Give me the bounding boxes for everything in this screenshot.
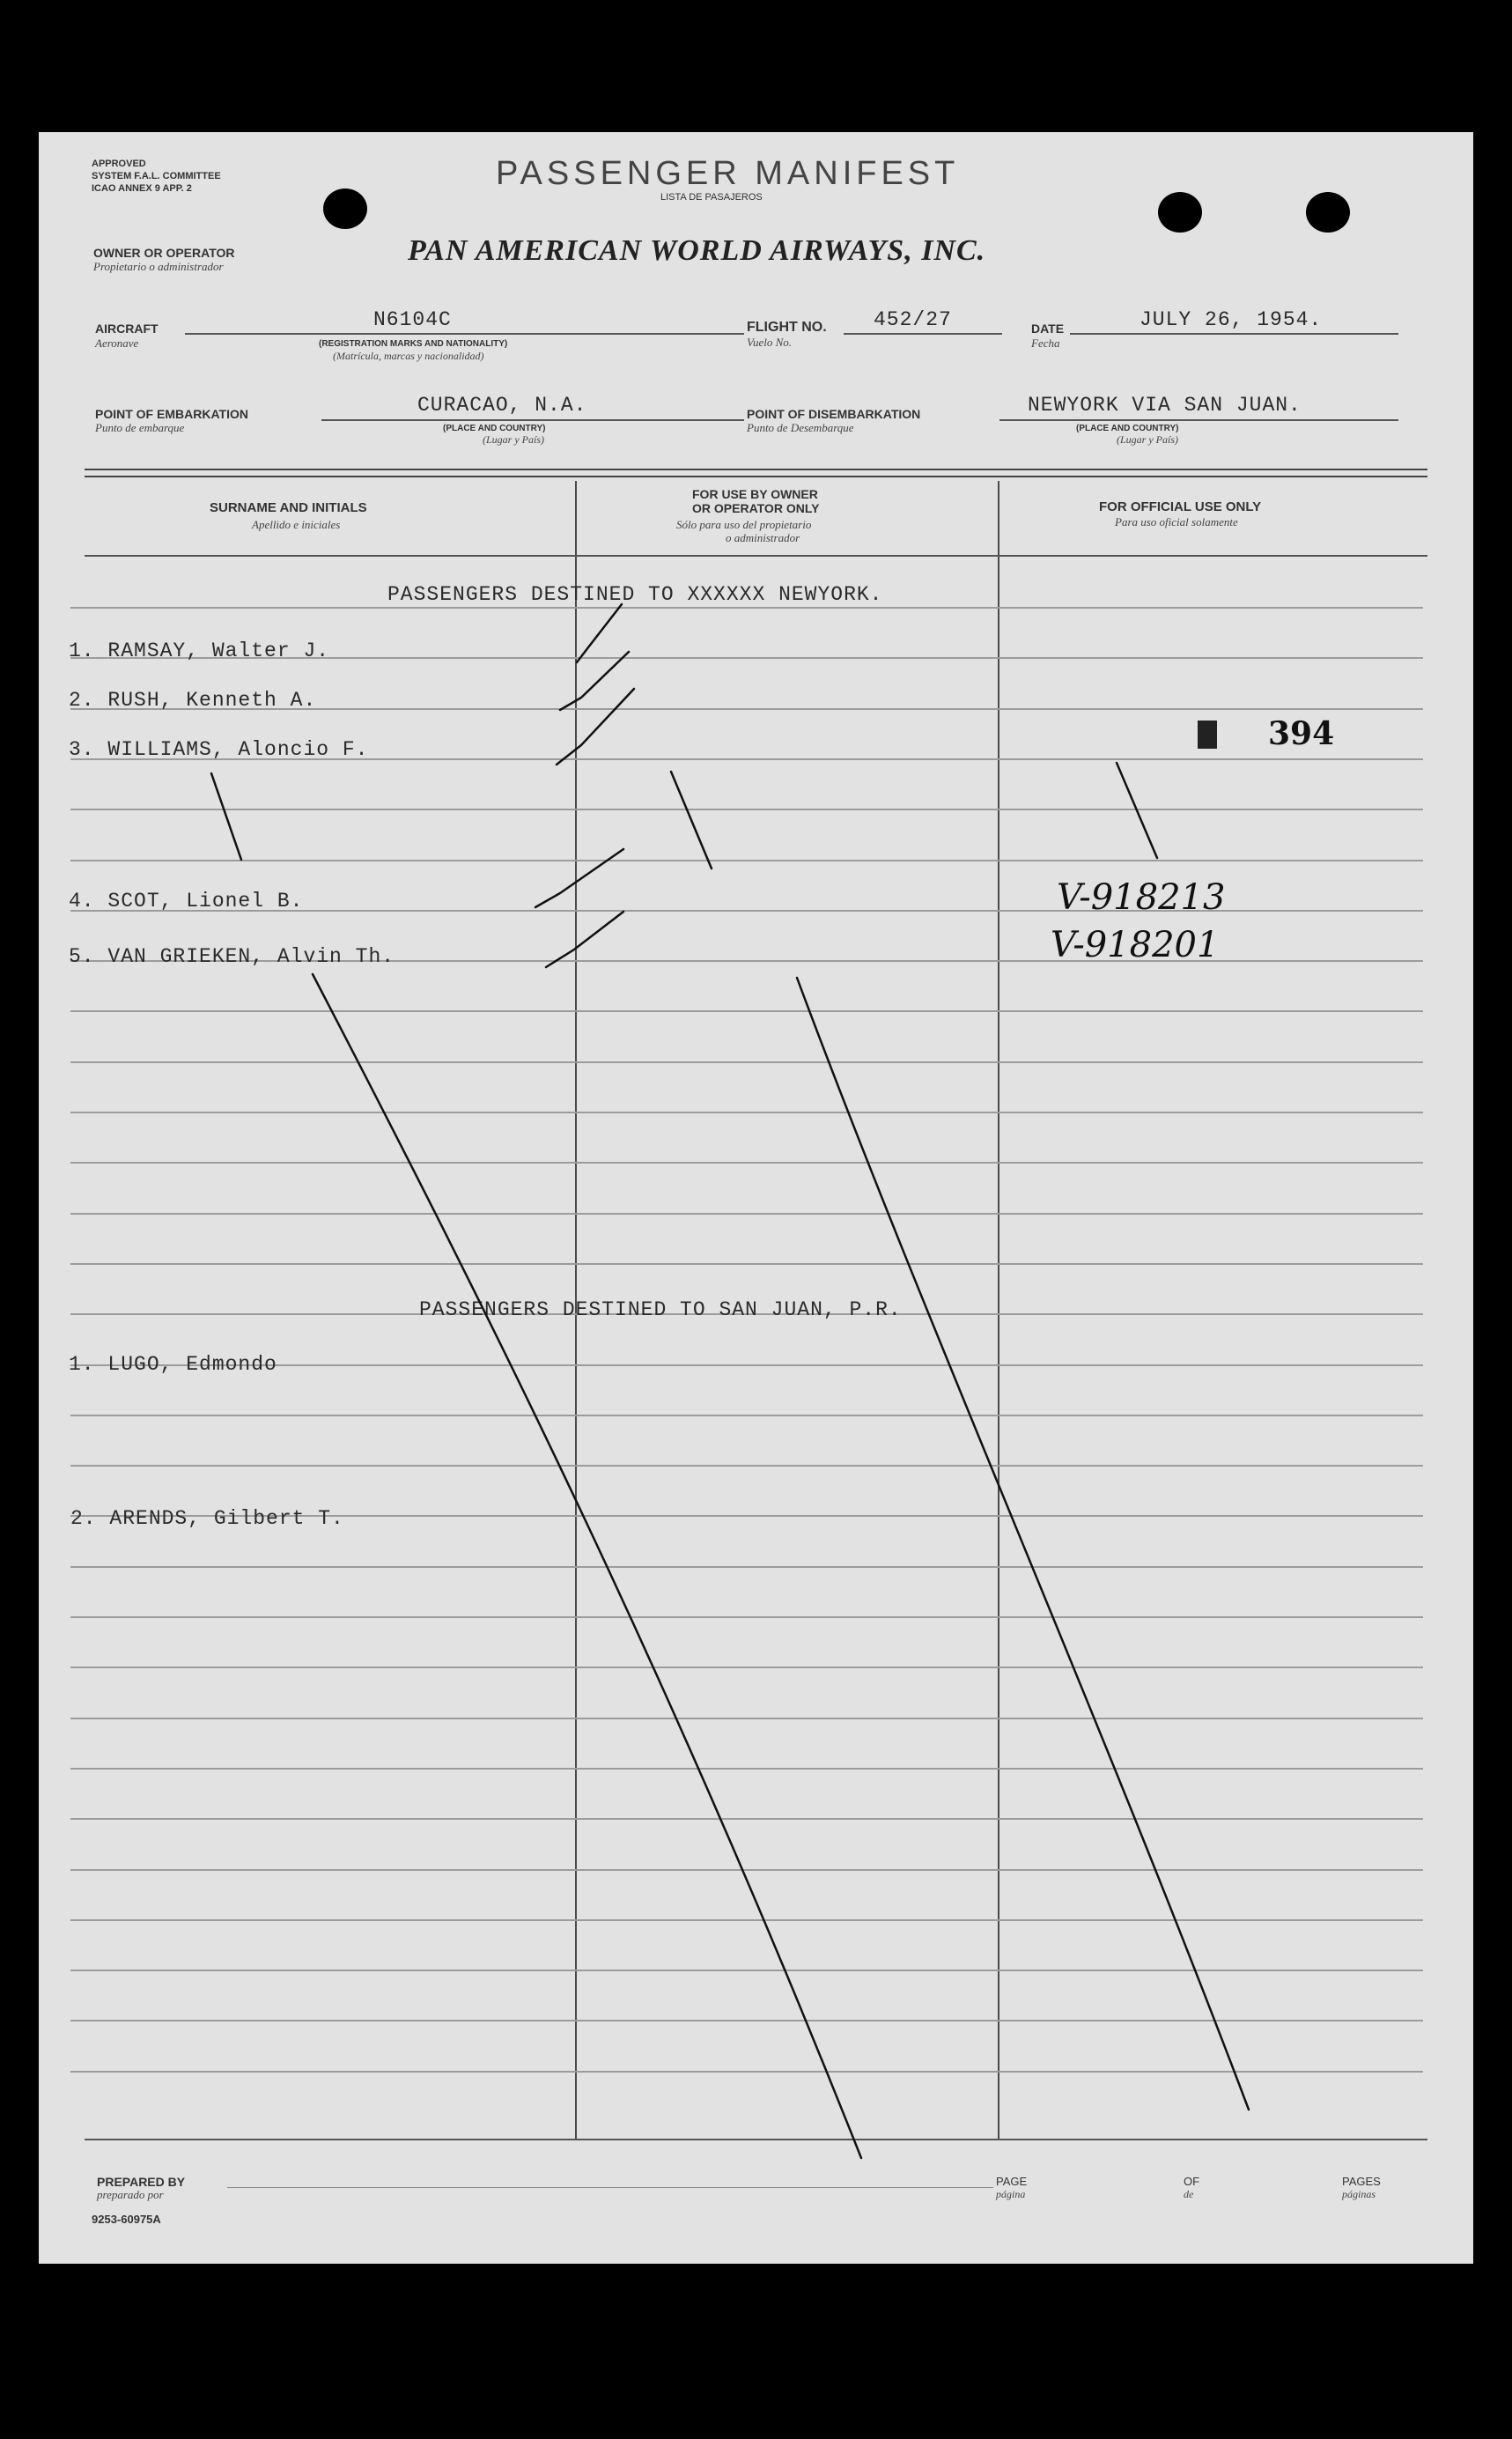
column-header-operator-a: FOR USE BY OWNER <box>692 487 818 501</box>
diagonal-cancel-line <box>313 974 861 2158</box>
checkmark <box>577 604 622 662</box>
embarkation-place-note-es: (Lugar y País) <box>483 433 544 446</box>
passenger-row: 1. RAMSAY, Walter J. <box>69 639 330 662</box>
date-value: JULY 26, 1954. <box>1140 308 1323 331</box>
of-label: OF <box>1184 2175 1200 2188</box>
prepared-by-label-es: preparado por <box>97 2188 164 2201</box>
flight-no-value: 452/27 <box>874 308 952 331</box>
airline-name: PAN AMERICAN WORLD AIRWAYS, INC. <box>408 234 986 267</box>
slash-mark <box>211 773 241 860</box>
registration-note: (REGISTRATION MARKS AND NATIONALITY) <box>319 339 508 349</box>
approval-line-2: SYSTEM F.A.L. COMMITTEE <box>92 171 221 181</box>
passenger-row: 5. VAN GRIEKEN, Alvin Th. <box>69 945 395 968</box>
passenger-row: 2. ARENDS, Gilbert T. <box>70 1507 344 1530</box>
prepared-by-label: PREPARED BY <box>97 2175 186 2189</box>
pages-label-es: páginas <box>1342 2188 1376 2200</box>
visa-number-2: V-918201 <box>1051 925 1220 965</box>
flight-label-es: Vuelo No. <box>747 336 793 349</box>
approval-line-1: APPROVED <box>92 159 146 169</box>
column-header-official-es: Para uso oficial solamente <box>1115 515 1238 528</box>
page-title: PASSENGER MANIFEST <box>496 155 960 192</box>
checkmark <box>560 652 629 710</box>
checkmark <box>535 849 623 907</box>
form-number: 9253-60975A <box>92 2213 161 2226</box>
embarkation-place-note: (PLACE AND COUNTRY) <box>443 424 546 433</box>
prepared-by-underline <box>227 2187 993 2188</box>
checkmark <box>546 912 623 967</box>
page-title-es: LISTA DE PASAJEROS <box>660 192 763 203</box>
disembarkation-value: NEWYORK VIA SAN JUAN. <box>1028 394 1302 417</box>
group-heading-newyork: PASSENGERS DESTINED TO XXXXXX NEWYORK. <box>387 583 883 606</box>
page-label-es: página <box>996 2188 1026 2200</box>
pages-label: PAGES <box>1342 2175 1381 2188</box>
disembarkation-place-note: (PLACE AND COUNTRY) <box>1076 424 1179 433</box>
disembarkation-label-es: Punto de Desembarque <box>747 421 854 434</box>
diagonal-cancel-line <box>797 978 1249 2110</box>
column-header-operator-b: OR OPERATOR ONLY <box>692 501 820 515</box>
embarkation-value: CURACAO, N.A. <box>417 394 587 417</box>
aircraft-value: N6104C <box>373 308 452 331</box>
embarkation-label: POINT OF EMBARKATION <box>95 407 248 421</box>
approval-line-3: ICAO ANNEX 9 APP. 2 <box>92 183 192 194</box>
column-header-operator-es-a: Sólo para uso del propietario <box>676 518 812 531</box>
page-label: PAGE <box>996 2175 1028 2188</box>
checkmark <box>557 689 634 765</box>
passenger-row: 3. WILLIAMS, Aloncio F. <box>69 738 369 761</box>
passenger-row: 4. SCOT, Lionel B. <box>69 890 304 913</box>
date-label-es: Fecha <box>1031 336 1060 350</box>
date-label: DATE <box>1031 322 1065 336</box>
slash-mark <box>671 772 712 868</box>
passenger-row: 2. RUSH, Kenneth A. <box>69 689 317 712</box>
owner-label-es: Propietario o administrador <box>93 260 224 273</box>
passenger-row: 1. LUGO, Edmondo <box>69 1353 277 1376</box>
column-header-official: FOR OFFICIAL USE ONLY <box>1099 499 1262 514</box>
registration-note-es: (Matrícula, marcas y nacionalidad) <box>333 350 484 362</box>
visa-number-1: V-918213 <box>1057 877 1226 918</box>
embarkation-label-es: Punto de embarque <box>95 421 185 434</box>
column-header-surname-es: Apellido e iniciales <box>252 518 341 531</box>
column-header-operator-es-b: o administrador <box>726 531 800 544</box>
of-label-es: de <box>1184 2188 1194 2200</box>
aircraft-label: AIRCRAFT <box>95 322 159 336</box>
stamp-mark <box>1198 721 1217 749</box>
owner-label: OWNER OR OPERATOR <box>93 246 235 260</box>
aircraft-label-es: Aeronave <box>95 336 139 350</box>
column-header-surname: SURNAME AND INITIALS <box>210 500 367 515</box>
group-heading-sanjuan: PASSENGERS DESTINED TO SAN JUAN, P.R. <box>419 1298 902 1321</box>
official-stamp-number: 394 <box>1268 715 1335 752</box>
disembarkation-place-note-es: (Lugar y País) <box>1117 433 1178 446</box>
flight-label: FLIGHT NO. <box>747 320 827 335</box>
slash-mark <box>1117 763 1157 858</box>
disembarkation-label: POINT OF DISEMBARKATION <box>747 407 921 421</box>
